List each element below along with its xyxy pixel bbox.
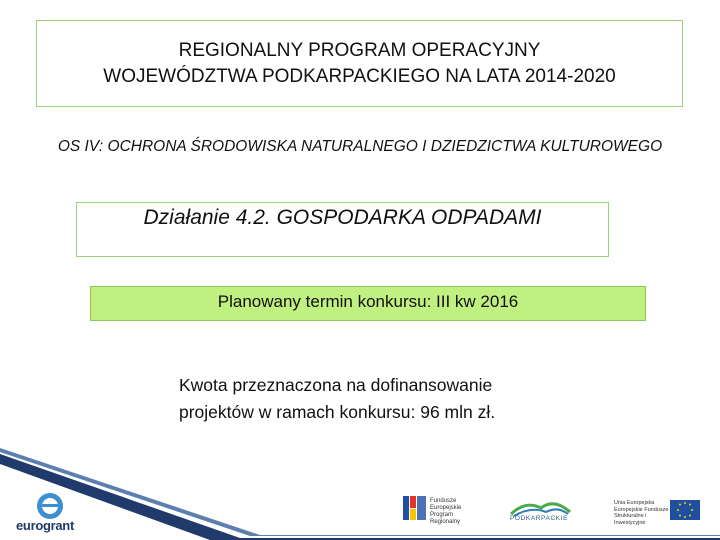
- priority-axis: OS IV: OCHRONA ŚRODOWISKA NATURALNEGO I DZIEDZICTWA KULTUROWEGO: [57, 138, 663, 155]
- deadline-text: Planowany termin konkursu: III kw 2016: [217, 292, 519, 311]
- footer-swoosh: [0, 440, 720, 540]
- deadline-box: [90, 286, 646, 321]
- podkarpackie-wordmark: PODKARPACKIE: [510, 515, 569, 522]
- title-line-2: WOJEWÓDZTWA PODKARPACKIEGO NA LATA 2014-2020: [103, 65, 616, 87]
- funding-amount: [179, 372, 639, 426]
- action-box: [76, 202, 609, 257]
- title-line-1: REGIONALNY PROGRAM OPERACYJNY: [178, 39, 541, 61]
- amount-line-2: projektów w ramach konkursu: 96 mln zł.: [179, 402, 496, 422]
- action-title: Działanie 4.2. GOSPODARKA ODPADAMI: [143, 206, 542, 229]
- eurogrant-wordmark: eurogrant: [16, 518, 74, 533]
- amount-line-1: Kwota przeznaczona na dofinansowanie: [179, 375, 493, 395]
- eu-text: Unia Europejska Europejskie Fundusze Strukturalne i Inwestycyjne: [614, 500, 669, 526]
- title-box: [36, 20, 683, 107]
- fundusze-europejskie-text: Fundusze Europejskie Program Regionalny: [430, 498, 462, 525]
